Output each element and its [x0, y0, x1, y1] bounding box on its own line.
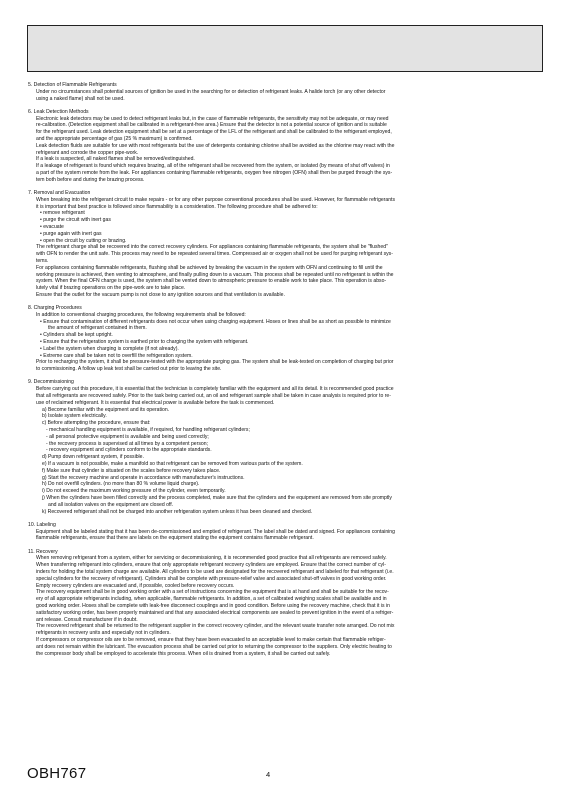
- list-item: k) Recovered refrigerant shall not be charged into another refrigeration system unless it has been cleaned and checked.: [42, 508, 313, 515]
- paragraph-line: a part of the system remote from the leak. For appliances containing flammable refrigerants, oxygen free nitrogen (OFN) shall then be purged through the sys-: [36, 169, 393, 176]
- paragraph-line: The refrigerant charge shall be recovered into the correct recovery cylinders. For appliances containing flammable refrigerants, the system shall be "flushed": [36, 244, 388, 251]
- paragraph-line: Equipment shall be labeled stating that it has been de-commissioned and emptied of refrigerant. The label shall be dated and signed. For appliances containing: [36, 528, 395, 535]
- section-body: [36, 116, 543, 184]
- section-title: [28, 109, 543, 116]
- section-body: [36, 386, 543, 515]
- paragraph-line: that all refrigerants are recovered safely. Prior to the task being carried out, an oil and refrigerant sample shall be taken in case analysis is required prior to re-: [36, 393, 391, 400]
- paragraph-line: Prior to recharging the system, it shall be pressure-tested with the appropriate purging gas. The system shall be leak-tested on completion of charging but prior: [36, 359, 394, 366]
- paragraph-line: If a leak is suspected, all naked flames shall be removed/extinguished.: [36, 156, 195, 163]
- section-title: [28, 305, 543, 312]
- section-title: [28, 522, 543, 529]
- paragraph-line: The recovered refrigerant shall be returned to the refrigerant supplier in the correct recovery cylinder, and the relevant waste transfer note arranged. Do not mix: [36, 623, 395, 630]
- paragraph-line: it is important that best practice is followed since flammability is a consideration. The following procedure shall be adhered to:: [36, 203, 318, 210]
- bullet-item: • evacuate: [40, 223, 64, 230]
- list-item: b) Isolate system electrically.: [42, 413, 107, 420]
- bullet-item: • Extreme care shall be taken not to overfill the refrigeration system.: [40, 352, 193, 359]
- paragraph-line: If a leakage of refrigerant is found which requires brazing, all of the refrigerant shall be recovered from the system, or isolated (by means of shut off valves) in: [36, 163, 390, 170]
- section-heading: Removal and Evacuation: [33, 189, 91, 196]
- paragraph-line: use of reclaimed refrigerant. It is essential that electrical power is available before the task is commenced.: [36, 399, 275, 406]
- paragraph-line: Leak detection fluids are suitable for use with most refrigerants but the use of detergents containing chlorine shall be avoided as the chlorine may react with the: [36, 142, 395, 149]
- section-1: [28, 82, 543, 102]
- section-number: 10.: [28, 521, 36, 528]
- section-heading: Decommissioning: [33, 379, 74, 386]
- paragraph-line: special cylinders for the recovery of refrigerant). Cylinders shall be complete with pressure-relief valve and associated shut-off valves in good working order.: [36, 575, 387, 582]
- section-heading: Labeling: [36, 521, 56, 528]
- paragraph-line: flammable refrigerants, ensure that there are labels on the equipment stating the equipment contains flammable refrigerant.: [36, 535, 314, 542]
- paragraph-line: When breaking into the refrigerant circuit to make repairs - or for any other purpose conventional procedures shall be used. However, for flammable refrigerants: [36, 196, 396, 203]
- bullet-item: • Label the system when charging is complete (if not already).: [40, 345, 179, 352]
- bullet-item-continuation: the amount of refrigerant contained in them.: [48, 325, 147, 332]
- paragraph-line: tems.: [36, 257, 49, 264]
- paragraph-line: Ensure that the outlet for the vacuum pump is not close to any ignition sources and that ventilation is available.: [36, 291, 285, 298]
- section-4: [28, 305, 543, 373]
- section-title: [28, 549, 543, 556]
- paragraph-line: If compressors or compressor oils are to be removed, ensure that they have been evacuated to an acceptable level to make certain that flammable refriger-: [36, 636, 386, 643]
- section-heading: Detection of Flammable Refrigerants: [33, 82, 117, 88]
- paragraph-line: refrigerants in recovery units and especially not in cylinders.: [36, 630, 171, 637]
- section-number: 5.: [28, 82, 33, 88]
- section-number: 7.: [28, 189, 33, 196]
- sub-list-item: - all personal protective equipment is available and being used correctly;: [46, 433, 209, 440]
- paragraph-line: tem both before and during the brazing process.: [36, 176, 145, 183]
- section-number: 6.: [28, 108, 33, 115]
- section-title: [28, 190, 543, 197]
- sub-list-item: - the recovery process is supervised at all times by a competent person;: [46, 440, 208, 447]
- list-item: e) If a vacuum is not possible, make a manifold so that refrigerant can be removed from various parts of the system.: [42, 461, 303, 467]
- paragraph-line: satisfactory working order, has been properly maintained and that any associated electrical components are sealed to prevent ignition in the event of a refriger-: [36, 609, 394, 616]
- sub-list-item: - mechanical handling equipment is available, if required, for handling refrigerant cylinders;: [46, 427, 250, 434]
- list-item: g) Start the recovery machine and operate in accordance with manufacturer's instructions.: [42, 474, 245, 481]
- section-6: [28, 522, 543, 542]
- paragraph-line: ant release. Consult manufacturer if in doubt.: [36, 616, 138, 623]
- bullet-item: • purge again with inert gas: [40, 230, 102, 237]
- list-item: i) Do not exceed the maximum working pressure of the cylinder, even temporarily.: [42, 488, 226, 495]
- section-heading: Leak Detection Methods: [33, 108, 89, 115]
- section-body: [36, 529, 543, 543]
- section-number: 9.: [28, 379, 33, 386]
- paragraph-line: refrigerant and corrode the copper pipe-work.: [36, 149, 139, 156]
- bullet-item: • purge the circuit with inert gas: [40, 217, 111, 224]
- list-item: f) Make sure that cylinder is situated on the scales before recovery takes place.: [42, 467, 221, 474]
- section-heading: Charging Procedures: [33, 305, 82, 312]
- bullet-item: • open the circuit by cutting or brazing.: [40, 237, 127, 244]
- paragraph-line: with OFN to render the unit safe. This process may need to be repeated several times. Compressed air or oxygen shall not be used for purging refrigerant sys-: [36, 251, 393, 258]
- paragraph-line: system. When the final OFN charge is used, the system shall be vented down to atmospheric pressure to enable work to take place. This operation is abso-: [36, 278, 387, 285]
- paragraph-line: The recovery equipment shall be in good working order with a set of instructions concerning the equipment that is at hand and shall be suitable for the recov-: [36, 589, 389, 596]
- list-item: h) Do not overfill cylinders. (no more than 80 % volume liquid charge).: [42, 481, 200, 488]
- paragraph-line: good working order. Hoses shall be complete with leak-free disconnect couplings and in good condition. Before using the recovery machine, check that it is in: [36, 602, 390, 609]
- paragraph-line: When transferring refrigerant into cylinders, ensure that only appropriate refrigerant recovery cylinders are employed. Ensure that the correct number of cyl-: [36, 562, 386, 569]
- bullet-item: • Ensure that the refrigeration system is earthed prior to charging the system with refrigerant.: [40, 339, 249, 346]
- section-body: [36, 89, 543, 103]
- section-number: 11.: [28, 548, 35, 555]
- paragraph-line: and the appropriate percentage of gas (25 % maximum) is confirmed.: [36, 135, 193, 142]
- list-item: d) Pump down refrigerant system, if possible.: [42, 454, 144, 461]
- section-2: [28, 109, 543, 184]
- paragraph-line: ery of all appropriate refrigerants including, when applicable, flammable refrigerants. In addition, a set of calibrated weighing scales shall be available and in: [36, 596, 387, 603]
- section-body: [36, 312, 543, 373]
- section-5: [28, 379, 543, 515]
- sub-list-item: - recovery equipment and cylinders conform to the appropriate standards.: [46, 447, 212, 454]
- paragraph-line: re-calibration. (Detection equipment shall be calibrated in a refrigerant-free area.) Ensure that the detector is not a potential source of ignition and is suitable: [36, 122, 387, 129]
- paragraph-line: For appliances containing flammable refrigerants, flushing shall be achieved by breaking the vacuum in the system with OFN and continuing to fill until the: [36, 264, 383, 271]
- paragraph-line: When removing refrigerant from a system, either for servicing or decommissioning, it is recommended good practice that all refrigerants are removed safely.: [36, 555, 387, 562]
- section-title: [28, 82, 543, 89]
- paragraph-line: working pressure is achieved, then venting to atmosphere, and finally pulling down to a vacuum. This process shall be repeated until no refrigerant is within the: [36, 271, 394, 278]
- paragraph-line: inders for holding the total system charge are available. All cylinders to be used are designated for the recovered refrigerant and labeled for that refrigerant (i.e.: [36, 568, 394, 575]
- bullet-item: • Ensure that contamination of different refrigerants does not occur when using charging equipment. Hoses or lines shall be as short as possible to minimize: [40, 318, 391, 325]
- list-item: c) Before attempting the procedure, ensure that:: [42, 420, 151, 427]
- section-heading: Recovery: [36, 548, 58, 555]
- paragraph-line: Electronic leak detectors may be used to detect refrigerant leaks but, in the case of flammable refrigerants, the sensitivity may not be adequate, or may need: [36, 115, 389, 122]
- header-banner: [27, 25, 543, 72]
- section-body: [36, 555, 543, 657]
- bullet-item: • Cylinders shall be kept upright.: [40, 332, 113, 339]
- paragraph-line: Before carrying out this procedure, it is essential that the technician is completely familiar with the equipment and all its detail. It is recommended good practice: [36, 386, 394, 393]
- paragraph-line: lutely vital if brazing operations on the pipe-work are to take place.: [36, 285, 186, 292]
- section-body: [36, 197, 543, 299]
- list-item: j) When the cylinders have been filled correctly and the process completed, make sure that the cylinders and the equipment are removed from site promptly: [42, 494, 392, 501]
- paragraph-line: Under no circumstances shall potential sources of ignition be used in the searching for or detection of refrigerant leaks. A halide torch (or any other detector: [36, 88, 386, 95]
- list-item-continuation: and all isolation valves on the equipment are closed off.: [48, 501, 174, 508]
- list-item: a) Become familiar with the equipment and its operation.: [42, 406, 170, 413]
- page-number: 4: [266, 770, 271, 779]
- paragraph-line: Empty recovery cylinders are evacuated and, if possible, cooled before recovery occurs.: [36, 582, 235, 589]
- bullet-item: • remove refrigerant: [40, 210, 85, 217]
- paragraph-line: using a naked flame) shall not be used.: [36, 95, 125, 102]
- paragraph-line: ant does not remain within the lubricant. The evacuation process shall be carried out prior to returning the compressor to the suppliers. Only electric heating to: [36, 643, 392, 650]
- paragraph-line: the compressor body shall be employed to accelerate this process. When oil is drained from a system, it shall be carried out safely.: [36, 650, 331, 657]
- document-body: [28, 82, 543, 664]
- section-title: [28, 379, 543, 386]
- model-code: OBH767: [27, 765, 87, 782]
- section-7: [28, 549, 543, 658]
- paragraph-line: to commissioning. A follow up leak test shall be carried out prior to leaving the site.: [36, 366, 222, 373]
- paragraph-line: for the refrigerant used. Leak detection equipment shall be set at a percentage of the LFL of the refrigerant and shall be calibrated to the refrigerant employed,: [36, 129, 392, 136]
- section-3: [28, 190, 543, 299]
- section-number: 8.: [28, 305, 33, 312]
- paragraph-line: In addition to conventional charging procedures, the following requirements shall be followed:: [36, 311, 246, 318]
